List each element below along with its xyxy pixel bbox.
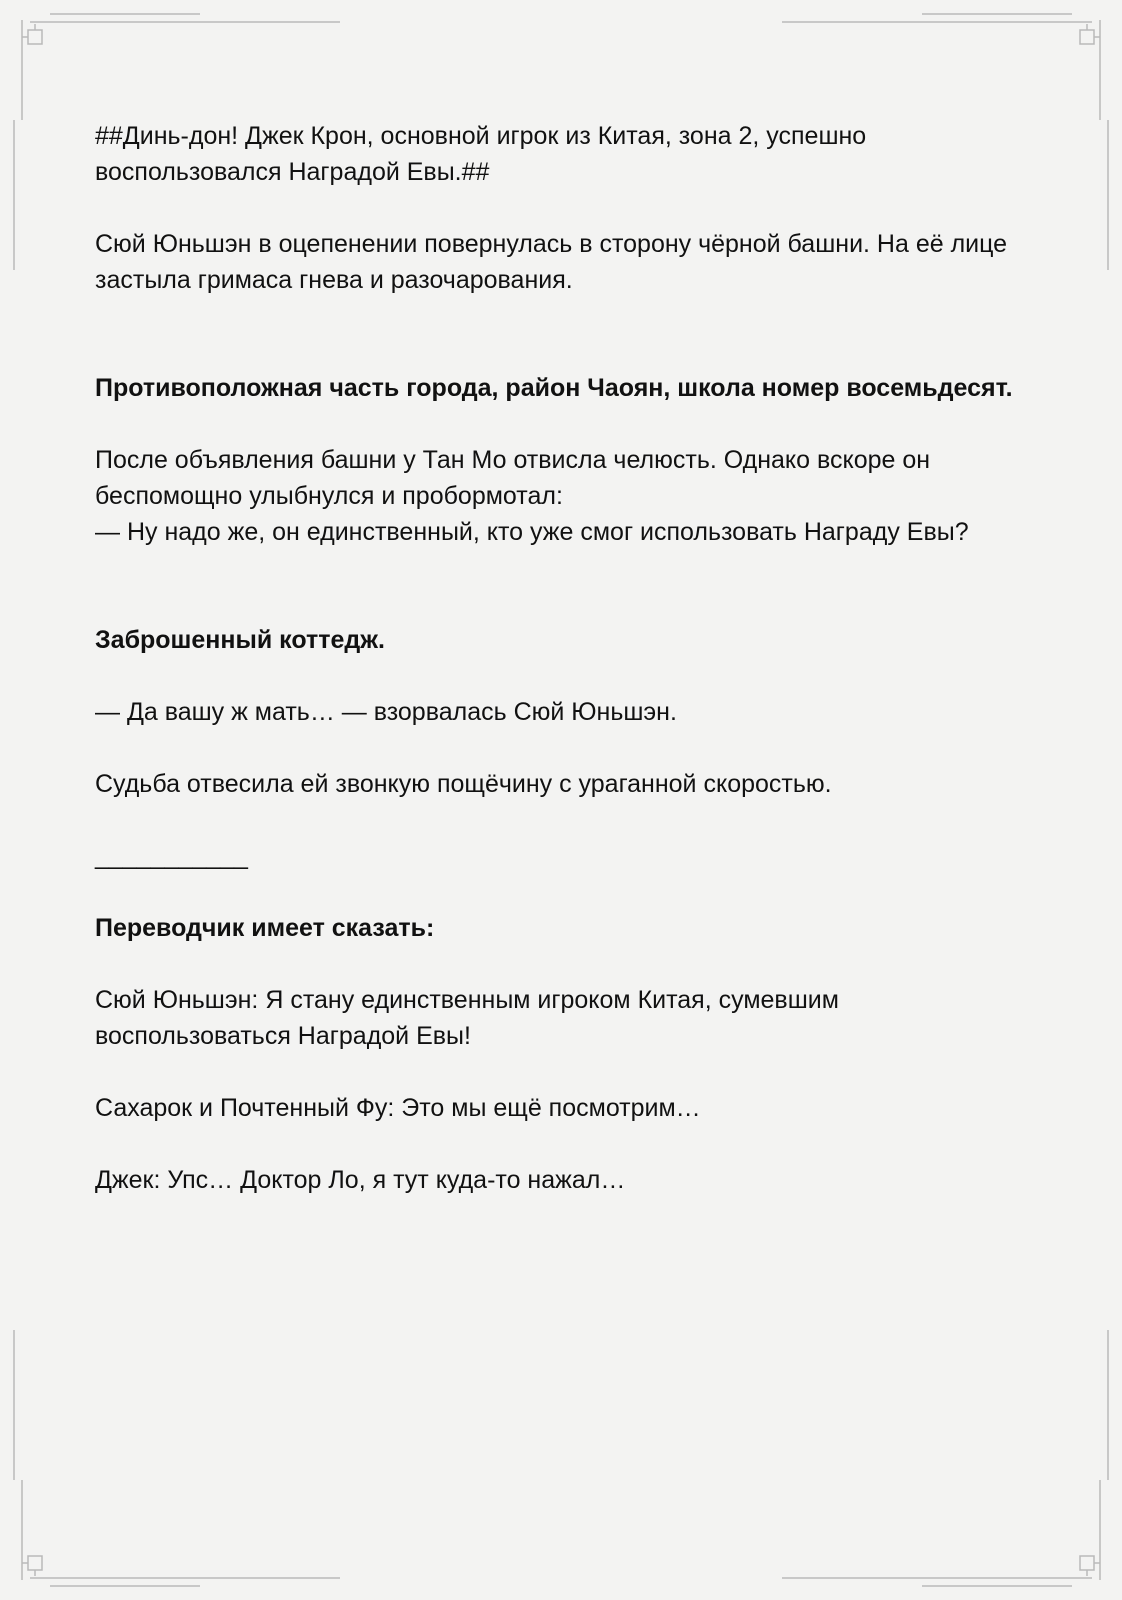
separator-line: ___________: [95, 842, 248, 870]
scene-heading: Заброшенный коттедж.: [95, 626, 385, 654]
translator-note-heading: Переводчик имеет сказать:: [95, 914, 435, 942]
translator-note-line: Сюй Юньшэн: Я стану единственным игроком Китая, сумевшим воспользоваться Наградой Евы!: [95, 986, 839, 1050]
dialogue-line: — Да вашу ж мать… — взорвалась Сюй Юньшэн.: [95, 698, 677, 726]
chapter-text: [95, 118, 1035, 1198]
dialogue-line: — Ну надо же, он единственный, кто уже смог использовать Награду Евы?: [95, 518, 969, 546]
scene-heading: Противоположная часть города, район Чаоян, школа номер восемьдесят.: [95, 374, 1013, 402]
paragraph: Сюй Юньшэн в оцепенении повернулась в сторону чёрной башни. На её лице застыла гримаса гнева и разочарования.: [95, 230, 1008, 294]
paragraph: Судьба отвесила ей звонкую пощёчину с ураганной скоростью.: [95, 770, 832, 798]
paragraph: После объявления башни у Тан Мо отвисла челюсть. Однако вскоре он беспомощно улыбнулся и пробормотал:: [95, 446, 931, 510]
system-announcement: ##Динь-дон! Джек Крон, основной игрок из Китая, зона 2, успешно воспользовался Наградой Евы.##: [95, 122, 867, 186]
translator-note-line: Джек: Упс… Доктор Ло, я тут куда-то нажал…: [95, 1166, 626, 1194]
translator-note-line: Сахарок и Почтенный Фу: Это мы ещё посмотрим…: [95, 1094, 701, 1122]
